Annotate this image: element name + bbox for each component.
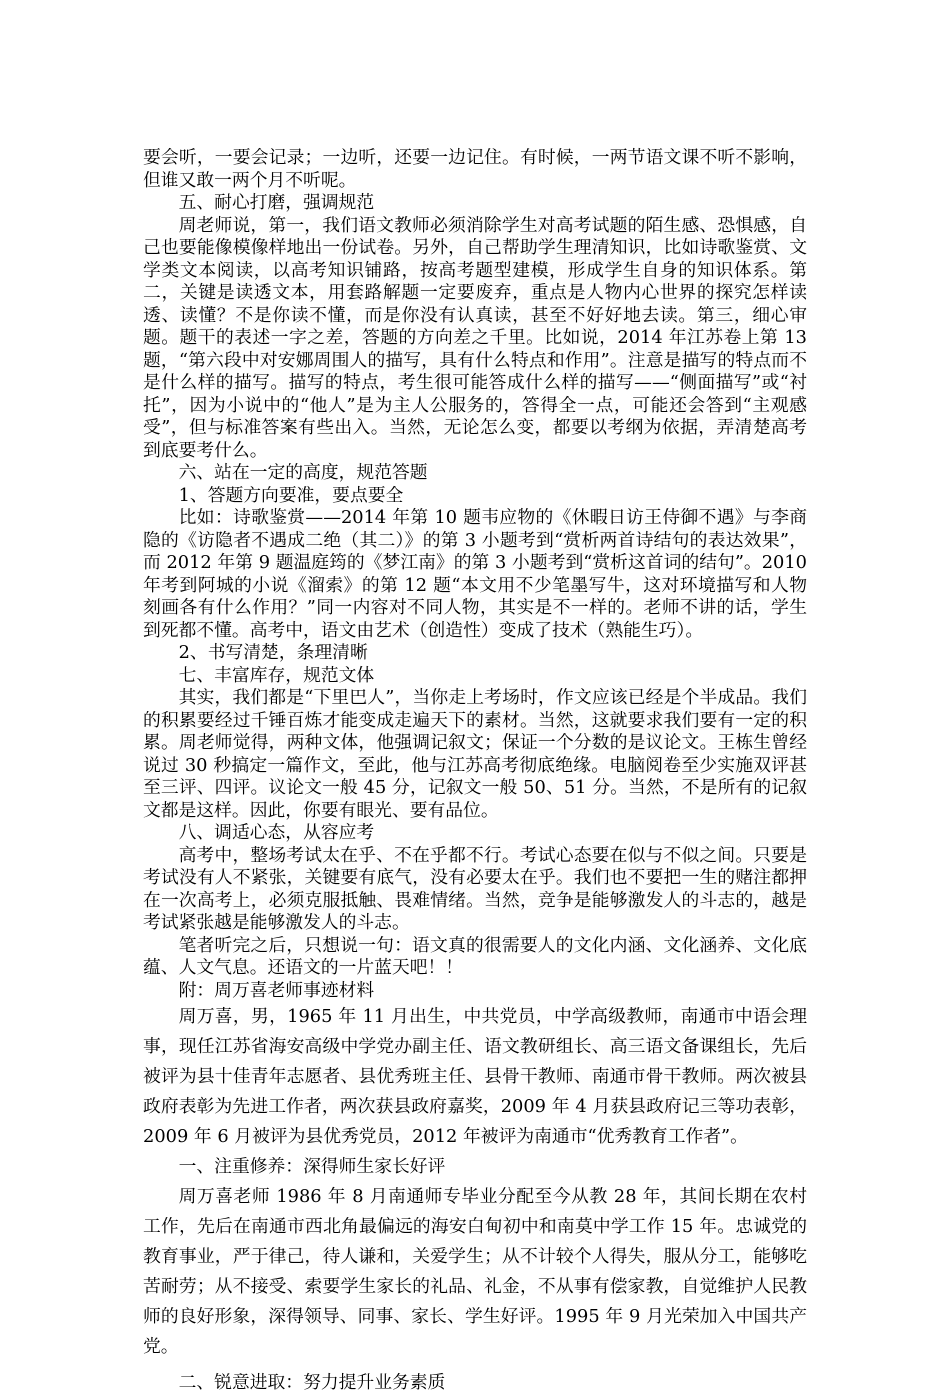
subheading-clear-writing: 2、书写清楚，条理清晰: [178, 642, 368, 663]
paragraph-continuation: 要会听，一要会记录；一边听，还要一边记住。有时候，一两节语文课不听不影响，但谁又敢一两个月不听呢。: [143, 147, 807, 191]
biography-heading-2: 二、锐意进取：努力提升业务素质: [178, 1372, 446, 1393]
paragraph-exam-mindset: 高考中，整场考试太在乎、不在乎都不行。考试心态要在似与不似之间。只要是考试没有人不紧张，关键要有底气，没有必要太在乎。我们也不要把一生的赌注都押在一次高考上，必须克服抵触、畏难情绪。当然，竞争是能够激发人的斗志的，越是考试紧张越是能够激发人的斗志。: [143, 844, 807, 933]
paragraph-biography: 周万喜，男，1965 年 11 月出生，中共党员，中学高级教师，南通市中语会理事，现任江苏省海安高级中学党办副主任、语文教研组长、高三语文备课组长，先后被评为县十佳青年志愿者、县优秀班主任、县骨干教师、南通市骨干教师。两次被县政府表彰为先进工作者，两次获县政府嘉奖，2009 年 4 月获县政府记三等功表彰，2009 年 6 月被评为县优秀党员，2012 年被评为南通市“优秀教育工作者”。: [143, 1006, 807, 1147]
section-heading-6: 六、站在一定的高度，规范答题: [178, 462, 428, 483]
paragraph-exam-preparation: 周老师说，第一，我们语文教师必须消除学生对高考试题的陌生感、恐惧感，自己也要能像模像样地出一份试卷。另外，自己帮助学生理清知识，比如诗歌鉴赏、文学类文本阅读，以高考知识铺路，按高考题型建模，形成学生自身的知识体系。第二，关键是读透文本，用套路解题一定要废弃，重点是人物内心世界的探究怎样读透、读懂？不是你读不懂，而是你没有认真读，甚至不好好地去读。第三，细心审题。题干的表述一字之差，答题的方向差之千里。比如说，2014 年江苏卷上第 13 题，“第六段中对安娜周围人的描写，具有什么特点和作用”。注意是描写的特点而不是什么样的描写。描写的特点，考生很可能答成什么样的描写——“侧面描写”或“衬托”，因为小说中的“他人”是为主人公服务的，答得全一点，可能还会答到“主观感受”，但与标准答案有些出入。当然，无论怎么变，都要以考纲为依据，弄清楚高考到底要考什么。: [143, 214, 813, 461]
section-heading-7: 七、丰富库存，规范文体: [178, 664, 375, 686]
section-heading-8: 八、调适心态，从容应考: [178, 822, 375, 843]
paragraph-composition: 其实，我们都是“下里巴人”，当你走上考场时，作文应该已经是个半成品。我们的积累要经过千锤百炼才能变成走遍天下的素材。当然，这就要求我们要有一定的积累。周老师觉得，两种文体，他强调记叙文；保证一个分数的是议论文。王栋生曾经说过 30 秒搞定一篇作文，至此，他与江苏高考彻底绝缘。电脑阅卷至少实施双评甚至三评、四评。议论文一般 45 分，记叙文一般 50、51 分。当然，不是所有的记叙文都是这样。因此，你要有眼光、要有品位。: [143, 687, 807, 821]
section-heading-5: 五、耐心打磨，强调规范: [178, 192, 375, 213]
paragraph-career: 周万喜老师 1986 年 8 月南通师专毕业分配至今从教 28 年，其间长期在农村工作，先后在南通市西北角最偏远的海安白甸初中和南莫中学工作 15 年。忠诚党的教育事业，严于律己，待人谦和，关爱学生；从不计较个人得失，服从分工，能够吃苦耐劳；从不接受、索要学生家长的礼品、礼金，不从事有偿家教，自觉维护人民教师的良好形象，深得领导、同事、家长、学生好评。1995 年 9 月光荣加入中国共产党。: [143, 1186, 807, 1357]
paragraph-author-reflection: 笔者听完之后，只想说一句：语文真的很需要人的文化内涵、文化涵养、文化底蕴、人文气息。还语文的一片蓝天吧！！: [143, 934, 807, 978]
document-body: [143, 147, 813, 1398]
paragraph-poetry-examples: 比如：诗歌鉴赏——2014 年第 10 题韦应物的《休暇日访王侍御不遇》与李商隐的《访隐者不遇成二绝（其二）》的第 3 小题考到“赏析两首诗结句的表达效果”，而 2012 年第 9 题温庭筠的《梦江南》的第 3 小题考到“赏析这首词的结句”。2010 年考到阿城的小说《溜索》的第 12 题“本文用不少笔墨写牛，这对环境描写和人物刻画各有什么作用？”同一内容对不同人物，其实是不一样的。老师不讲的话，学生到死都不懂。高考中，语文由艺术（创造性）变成了技术（熟能生巧）。: [143, 507, 813, 641]
subheading-answer-direction: 1、答题方向要准，要点要全: [178, 484, 404, 506]
appendix-title: 附：周万喜老师事迹材料: [178, 979, 375, 1001]
biography-heading-1: 一、注重修养：深得师生家长好评: [178, 1156, 446, 1177]
